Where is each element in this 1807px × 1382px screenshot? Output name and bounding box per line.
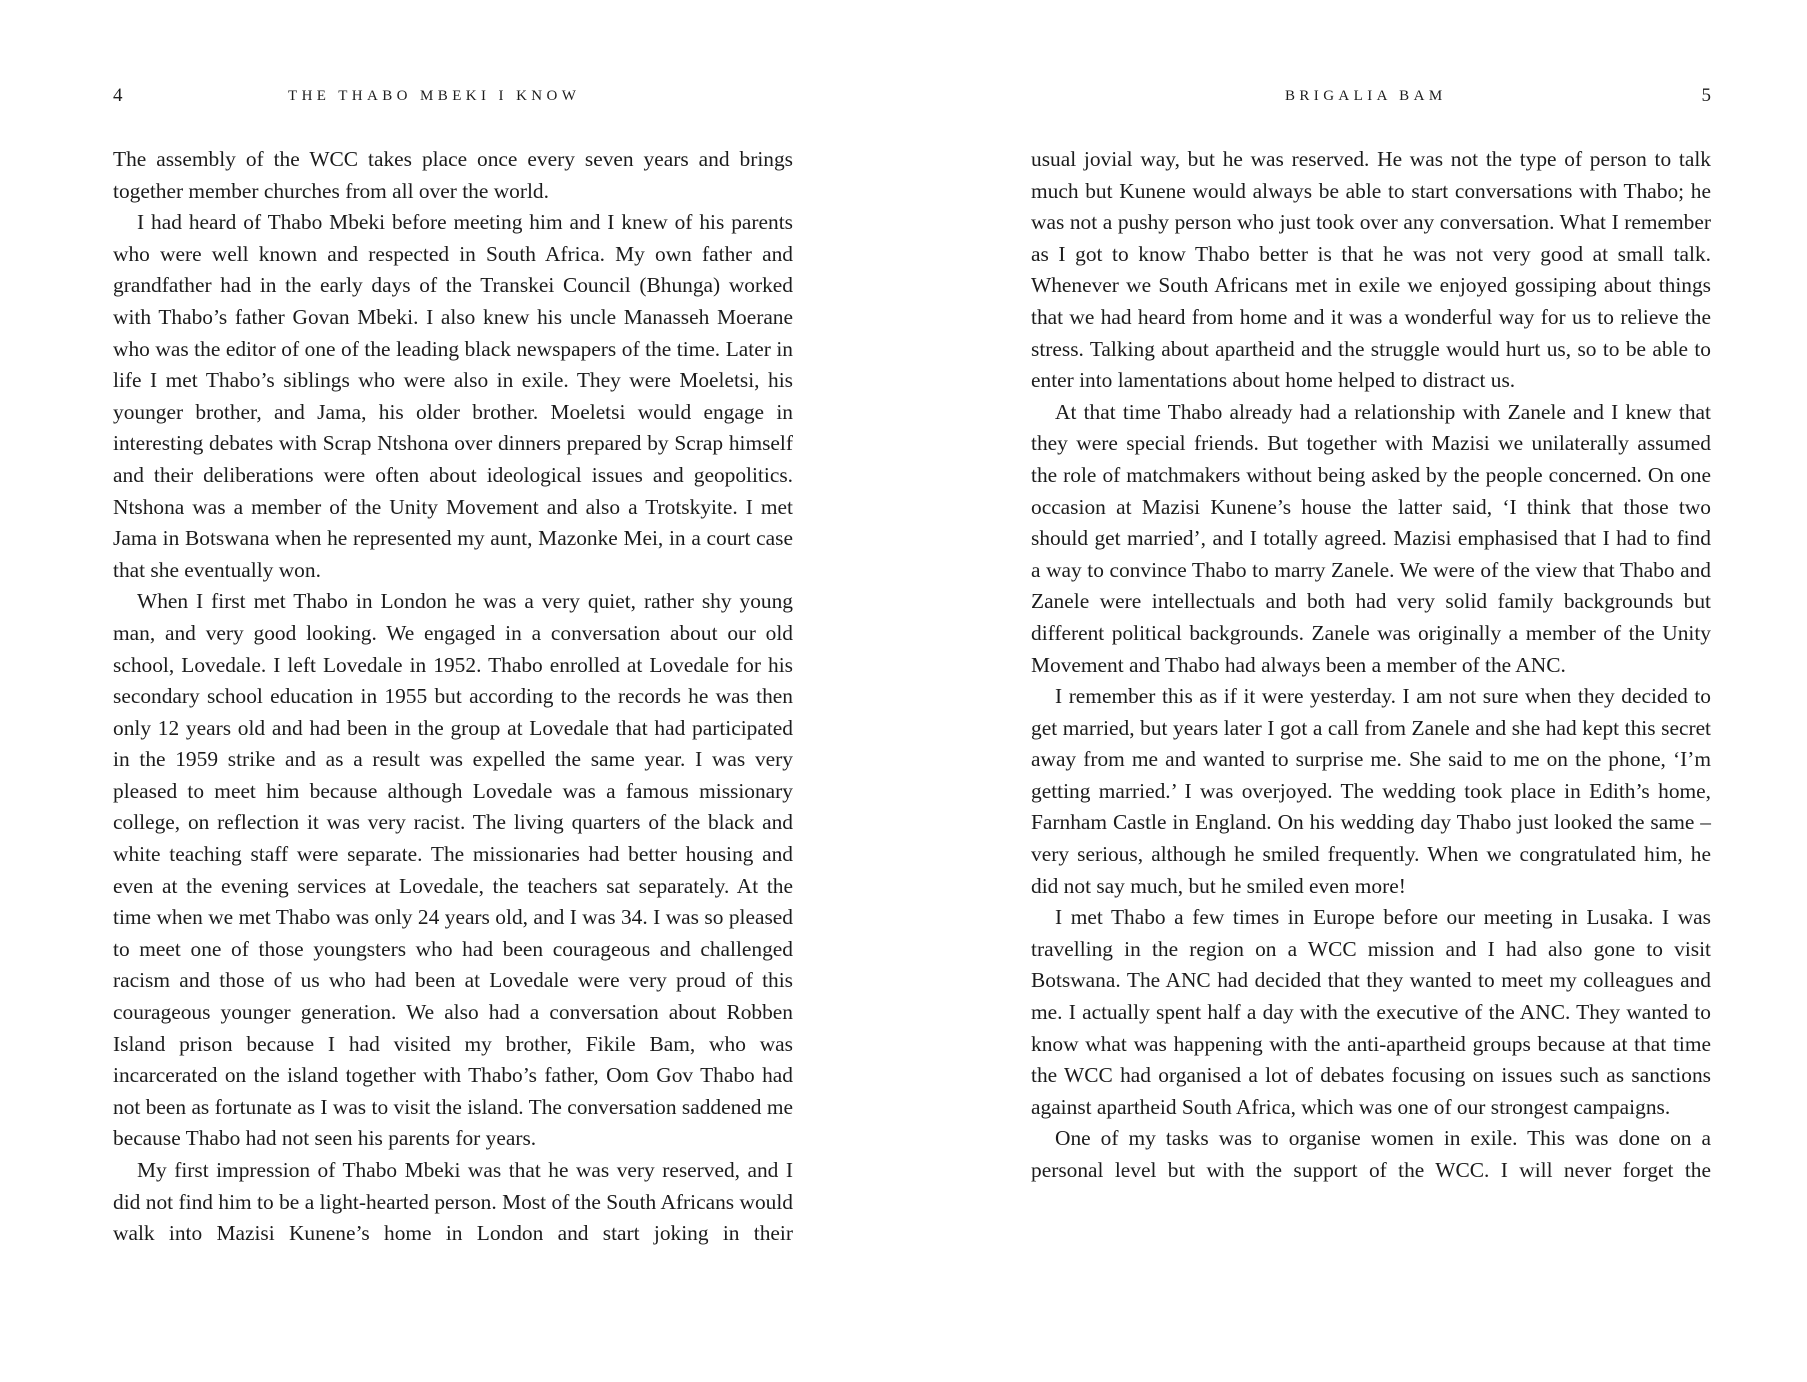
left-page-body [113,144,793,1250]
paragraph: One of my tasks was to organise women in exile. This was done on a personal level but with the support of the WCC. I will never forget the [1031,1126,1711,1182]
paragraph: usual jovial way, but he was reserved. He was not the type of person to talk much but Kunene would always be able to start conversations with Thabo; he was not a pushy person who just took over any conversation. What I remember as I got to know Thabo better is that he was not very good at small talk. Whenever we South Africans met in exile we enjoyed gossiping about things that we had heard from home and it was a wonderful way for us to relieve the stress. Talking about apartheid and the struggle would hurt us, so to be able to enter into lamentations about home helped to distract us. [1031,147,1711,393]
right-page-body [1031,144,1711,1187]
paragraph: My first impression of Thabo Mbeki was that he was very reserved, and I did not find him to be a light-hearted person. Most of the South Africans would walk into Mazisi Kunene’s home in London and start joking in their [113,1158,793,1246]
paragraph: I had heard of Thabo Mbeki before meeting him and I knew of his parents who were well known and respected in South Africa. My own father and grandfather had in the early days of the Transkei Council (Bhunga) worked with Thabo’s father Govan Mbeki. I also knew his uncle Manasseh Moerane who was the editor of one of the leading black newspapers of the time. Later in life I met Thabo’s siblings who were also in exile. They were Moeletsi, his younger brother, and Jama, his older brother. Moeletsi would engage in interesting debates with Scrap Ntshona over dinners prepared by Scrap himself and their deliberations were often about ideological issues and geopolitics. Ntshona was a member of the Unity Movement and also a Trotskyite. I met Jama in Botswana when he represented my aunt, Mazonke Mei, in a court case that she eventually won. [113,210,793,582]
paragraph: I remember this as if it were yesterday. I am not sure when they decided to get married, but years later I got a call from Zanele and she had kept this secret away from me and wanted to surprise me. She said to me on the phone, ‘I’m getting married.’ I was overjoyed. The wedding took place in Edith’s home, Farnham Castle in England. On his wedding day Thabo just looked the same – very serious, although he smiled frequently. When we congratulated him, he did not say much, but he smiled even more! [1031,684,1711,898]
paragraph: The assembly of the WCC takes place once every seven years and brings together member churches from all over the world. [113,147,793,203]
paragraph: When I first met Thabo in London he was a very quiet, rather shy young man, and very good looking. We engaged in a conversation about our old school, Lovedale. I left Lovedale in 1952. Thabo enrolled at Lovedale for his secondary school education in 1955 but according to the records he was then only 12 years old and had been in the group at Lovedale that had participated in the 1959 strike and as a result was expelled the same year. I was very pleased to meet him because although Lovedale was a famous missionary college, on reflection it was very racist. The living quarters of the black and white teaching staff were separate. The missionaries had better housing and even at the evening services at Lovedale, the teachers sat separately. At the time when we met Thabo was only 24 years old, and I was 34. I was so pleased to meet one of those youngsters who had been courageous and challenged racism and those of us who had been at Lovedale were very proud of this courageous younger generation. We also had a conversation about Robben Island prison because I had visited my brother, Fikile Bam, who was incarcerated on the island together with Thabo’s father, Oom Gov Thabo had not been as fortunate as I was to visit the island. The conversation saddened me because Thabo had not seen his parents for years. [113,589,793,1151]
page-number-right: 5 [1701,85,1711,106]
right-running-head [1031,84,1711,108]
page-number-left: 4 [113,85,123,106]
author-name-header: BRIGALIA BAM [1285,88,1447,104]
paragraph: At that time Thabo already had a relationship with Zanele and I knew that they were special friends. But together with Mazisi we unilaterally assumed the role of matchmakers without being asked by the people concerned. On one occasion at Mazisi Kunene’s house the latter said, ‘I think that those two should get married’, and I totally agreed. Mazisi emphasised that I had to find a way to convince Thabo to marry Zanele. We were of the view that Thabo and Zanele were intellectuals and both had very solid family backgrounds but different political backgrounds. Zanele was originally a member of the Unity Movement and Thabo had always been a member of the ANC. [1031,399,1711,677]
book-title-header: THE THABO MBEKI I KNOW [288,88,581,104]
paragraph: I met Thabo a few times in Europe before our meeting in Lusaka. I was travelling in the region on a WCC mission and I had also gone to visit Botswana. The ANC had decided that they wanted to meet my colleagues and me. I actually spent half a day with the executive of the ANC. They wanted to know what was happening with the anti-apartheid groups because at that time the WCC had organised a lot of debates focusing on issues such as sanctions against apartheid South Africa, which was one of our strongest campaigns. [1031,905,1711,1119]
left-running-head [113,84,793,108]
